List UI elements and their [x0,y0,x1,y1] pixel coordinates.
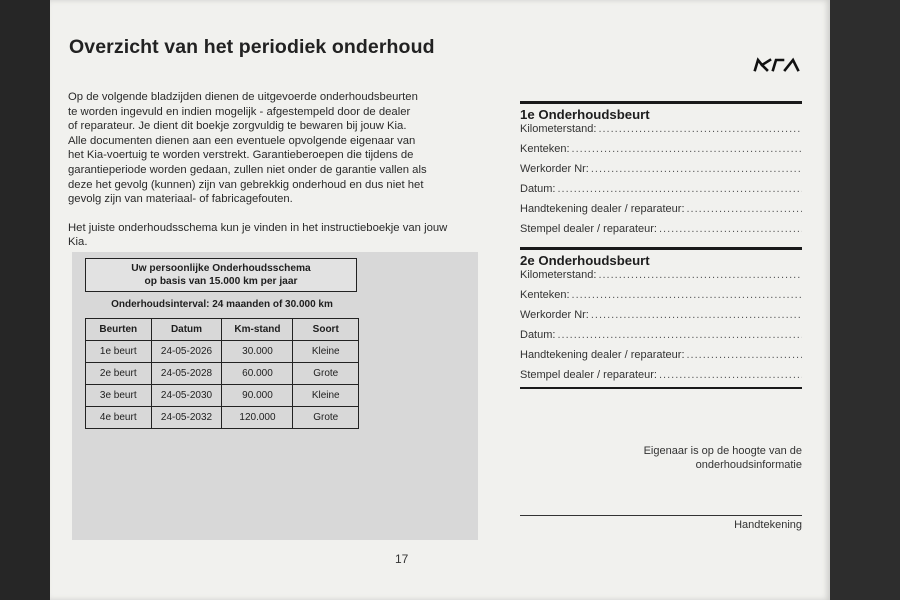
field-label: Kilometerstand: [520,269,597,281]
section-end-rule [520,387,802,389]
owner-acknowledgement [590,444,802,472]
form-field-werkorder[interactable] [520,163,802,175]
kia-logo [753,57,801,73]
fill-in-dots [572,143,802,155]
table-header-row [86,319,359,341]
schema-title [85,258,357,292]
fill-in-dots [598,123,802,135]
intro-line: het Kia-voertuig te worden verstrekt. Garantieberoepen die tijdens de [68,149,414,162]
signature-line[interactable] [520,515,802,516]
table-cell: 4e beurt [86,407,152,429]
table-cell: Kleine [293,385,359,407]
signature-label: Handtekening [734,519,802,531]
column-header: Soort [293,319,359,341]
fill-in-dots [687,203,803,215]
table-cell: 30.000 [222,341,293,363]
table-cell: 24-05-2026 [151,341,222,363]
column-header: Km-stand [222,319,293,341]
fill-in-dots [591,309,802,321]
schema-title-line: op basis van 15.000 km per jaar [144,276,298,287]
table-cell: 24-05-2032 [151,407,222,429]
fill-in-dots [598,269,802,281]
fill-in-dots [572,289,802,301]
field-label: Kenteken: [520,143,570,155]
field-label: Kenteken: [520,289,570,301]
table-row [86,363,359,385]
field-label: Handtekening dealer / reparateur: [520,203,685,215]
table-cell: 90.000 [222,385,293,407]
table-cell: 24-05-2030 [151,385,222,407]
background-right [825,0,900,600]
owner-note-line: Eigenaar is op de hoogte van de [643,445,802,457]
maintenance-section-1 [520,101,802,235]
intro-line: gevolg zijn van materiaal- of fabricagefouten. [68,193,293,206]
column-header: Beurten [86,319,152,341]
form-field-kilometerstand[interactable] [520,123,802,135]
table-cell: 24-05-2028 [151,363,222,385]
table-cell: 60.000 [222,363,293,385]
schedule-note [68,221,488,250]
form-field-werkorder[interactable] [520,309,802,321]
section-title: 2e Onderhoudsbeurt [520,253,650,268]
table-row [86,407,359,429]
fill-in-dots [557,329,802,341]
owner-note-line: onderhoudsinformatie [695,459,802,471]
form-field-handtekening-dealer[interactable] [520,203,802,215]
page-number: 17 [395,552,409,566]
intro-line: Alle documenten dienen aan een eventuele opvolgende eigenaar van [68,134,416,147]
field-label: Datum: [520,329,556,341]
fill-in-dots [557,183,802,195]
schedule-note-line: Het juiste onderhoudsschema kun je vinden in het instructieboekje van jouw [68,221,448,234]
form-field-handtekening-dealer[interactable] [520,349,802,361]
section-divider [520,247,802,250]
table-cell: 120.000 [222,407,293,429]
field-label: Stempel dealer / reparateur: [520,369,657,381]
fill-in-dots [687,349,803,361]
field-label: Werkorder Nr: [520,163,589,175]
form-field-datum[interactable] [520,329,802,341]
intro-line: deze het gevolg (kunnen) zijn van gebrekkig onderhoud en dus niet het [68,178,424,191]
intro-line: te worden ingevuld en indien mogelijk - afgestempeld door de dealer [68,105,411,118]
table-row [86,385,359,407]
form-field-datum[interactable] [520,183,802,195]
table-cell: 1e beurt [86,341,152,363]
schedule-note-line: Kia. [68,236,88,249]
page-title: Overzicht van het periodiek onderhoud [69,36,435,58]
table-row [86,341,359,363]
field-label: Handtekening dealer / reparateur: [520,349,685,361]
column-header: Datum [151,319,222,341]
section-title: 1e Onderhoudsbeurt [520,107,650,122]
intro-line: of reparateur. Je dient dit boekje zorgvuldig te bewaren bij jouw Kia. [68,120,407,133]
schema-interval: Onderhoudsinterval: 24 maanden of 30.000 km [111,299,333,310]
field-label: Werkorder Nr: [520,309,589,321]
table-cell: Grote [293,363,359,385]
schema-table [85,318,359,429]
field-label: Datum: [520,183,556,195]
table-cell: Kleine [293,341,359,363]
table-cell: 2e beurt [86,363,152,385]
intro-text [68,90,488,250]
intro-line: Op de volgende bladzijden dienen de uitgevoerde onderhoudsbeurten [68,91,418,103]
section-divider [520,101,802,104]
intro-line: garantieperiode worden gedaan, zullen niet onder de garantie vallen als [68,163,427,176]
maintenance-section-2 [520,247,802,389]
fill-in-dots [659,369,802,381]
form-field-kenteken[interactable] [520,143,802,155]
field-label: Kilometerstand: [520,123,597,135]
fill-in-dots [659,223,802,235]
booklet-page [50,0,830,600]
form-field-stempel-dealer[interactable] [520,223,802,235]
schema-title-line: Uw persoonlijke Onderhoudsschema [131,263,311,274]
form-field-stempel-dealer[interactable] [520,369,802,381]
field-label: Stempel dealer / reparateur: [520,223,657,235]
table-cell: Grote [293,407,359,429]
form-field-kilometerstand[interactable] [520,269,802,281]
maintenance-schema-insert [72,252,478,540]
fill-in-dots [591,163,802,175]
intro-paragraph [68,90,488,207]
table-cell: 3e beurt [86,385,152,407]
form-field-kenteken[interactable] [520,289,802,301]
background-left [0,0,50,600]
